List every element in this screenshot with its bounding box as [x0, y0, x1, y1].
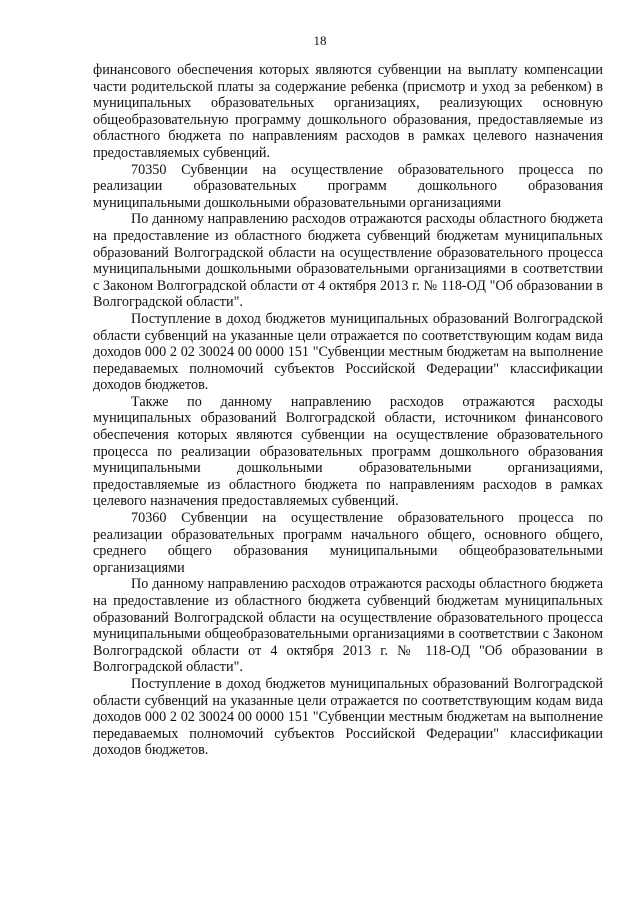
paragraph: По данному направлению расходов отражаются расходы областного бюджета на предоставление из областного бюджета субвенций бюджетам муниципальных образований Волгоградской области на осуществление образовательного процесса муниципальными дошкольными образовательными организациями в соответствии с Законом Волгоградской области от 4 октября 2013 г. № 118-ОД "Об образовании в Волгоградской области". — [93, 211, 603, 311]
paragraph: Поступление в доход бюджетов муниципальных образований Волгоградской области субвенций на указанные цели отражается по соответствующим кодам вида доходов 000 2 02 30024 00 0000 151 "Субвенции местным бюджетам на выполнение передаваемых полномочий субъектов Российской Федерации" классификации доходов бюджетов. — [93, 310, 603, 394]
paragraph: По данному направлению расходов отражаются расходы областного бюджета на предоставление из областного бюджета субвенций бюджетам муниципальных образований Волгоградской области на осуществление образовательного процесса муниципальными общеобразовательными организациями в соответствии с Законом Волгоградской области от 4 октября 2013 г. № 118-ОД "Об образовании в Волгоградской области". — [93, 576, 603, 676]
page-number: 18 — [313, 33, 327, 48]
document-body — [93, 62, 603, 759]
paragraph: финансового обеспечения которых являются субвенции на выплату компенсации части родительской платы за содержание ребенка (присмотр и уход за ребенком) в муниципальных образовательных организациях, реализующих основную общеобразовательную программу дошкольного образования, предоставляемые из областного бюджета по направлениям расходов в рамках целевого назначения предоставляемых субвенций. — [93, 62, 603, 161]
paragraph: Также по данному направлению расходов отражаются расходы муниципальных образований Волгоградской области, источником финансового обеспечения которых являются субвенции на осуществление образовательного процесса по реализации образовательных программ дошкольного образования муниципальными дошкольными образовательными организациями, предоставляемые из областного бюджета по направлениям расходов в рамках целевого назначения предоставляемых субвенций. — [93, 393, 603, 510]
paragraph: Поступление в доход бюджетов муниципальных образований Волгоградской области субвенций на указанные цели отражается по соответствующим кодам вида доходов 000 2 02 30024 00 0000 151 "Субвенции местным бюджетам на выполнение передаваемых полномочий субъектов Российской Федерации" классификации доходов бюджетов. — [93, 675, 603, 759]
paragraph-heading-70360: 70360 Субвенции на осуществление образовательного процесса по реализации образовательных программ начального общего, основного общего, среднего общего образования муниципальными общеобразовательными организациями — [93, 510, 603, 576]
paragraph-heading-70350: 70350 Субвенции на осуществление образовательного процесса по реализации образовательных программ дошкольного образования муниципальными дошкольными образовательными организациями — [93, 161, 603, 211]
